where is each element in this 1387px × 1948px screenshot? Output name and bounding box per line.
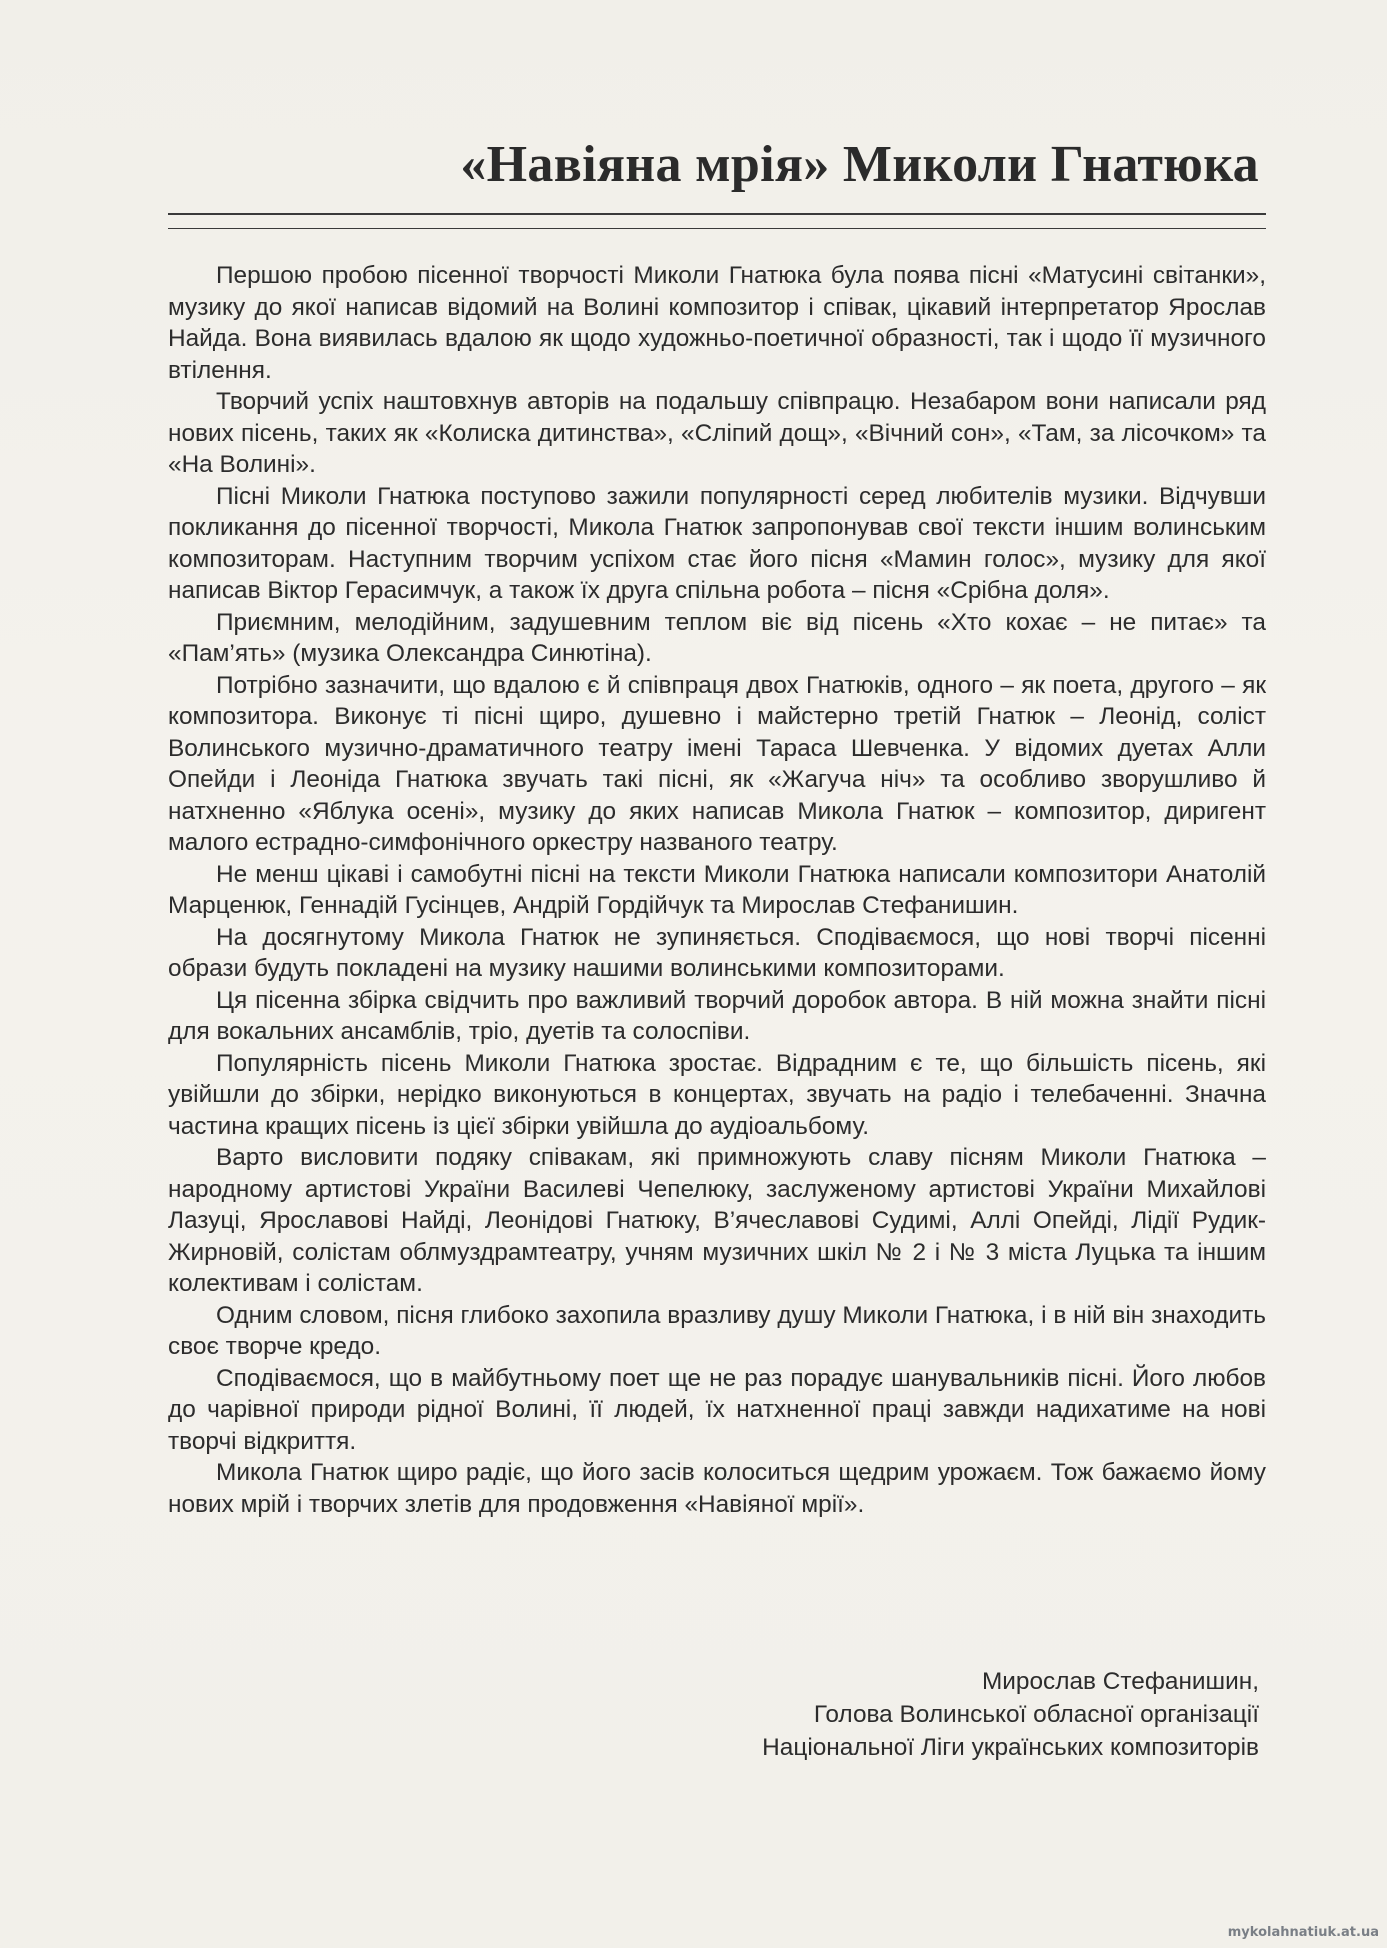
paragraph: Популярність пісень Миколи Гнатюка зростає. Відрадним є те, що більшість пісень, які увійшли до збірки, нерідко виконуються в концертах, звучать на радіо і телебаченні. Значна частина кращих пісень із цієї збірки увійшла до аудіоальбому. <box>168 1049 1266 1140</box>
paragraph: Пісні Миколи Гнатюка поступово зажили популярності серед любителів музики. Відчувши покликання до пісенної творчості, Микола Гнатюк запропонував свої тексти іншим волинським композиторам. Наступним творчим успіхом стає його пісня «Мамин голос», музику для якої написав Віктор Герасимчук, а також їх друга спільна робота – пісня «Срібна доля». <box>168 482 1266 604</box>
paragraph: Ця пісенна збірка свідчить про важливий творчий доробок автора. В ній можна знайти пісні для вокальних ансамблів, тріо, дуетів та солоспіви. <box>168 986 1266 1045</box>
signature-organization: Національної Ліги українських композиторів <box>762 1734 1259 1761</box>
paragraph: Сподіваємося, що в майбутньому поет ще не раз порадує шанувальників пісні. Його любов до чарівної природи рідної Волині, її людей, їх натхненної праці завжди надихатиме на нові творчі відкриття. <box>168 1364 1266 1455</box>
title-rule-thick <box>168 213 1266 215</box>
signature-block <box>762 1665 1259 1764</box>
paragraph: Першою пробою пісенної творчості Миколи Гнатюка була поява пісні «Матусині світанки», музику до якої написав відомий на Волині композитор і співак, цікавий інтерпретатор Ярослав Найда. Вона виявилась вдалою як щодо художньо-поетичної образності, так і щодо її музичного втілення. <box>168 262 1266 384</box>
paragraph: Творчий успіх наштовхнув авторів на подальшу співпрацю. Незабаром вони написали ряд нових пісень, таких як «Колиска дитинства», «Сліпий дощ», «Вічний сон», «Там, за лісочком» та «На Волині». <box>168 388 1266 478</box>
article-body <box>168 260 1266 1520</box>
signature-position: Голова Волинської обласної організації <box>813 1701 1259 1728</box>
paragraph: Приємним, мелодійним, задушевним теплом віє від пісень «Хто кохає – не питає» та «Пам’ять» (музика Олександра Синютіна). <box>168 608 1266 667</box>
site-watermark: mykolahnatiuk.at.ua <box>1227 1925 1379 1940</box>
paragraph: На досягнутому Микола Гнатюк не зупиняється. Сподіваємося, що нові творчі пісенні образи будуть покладені на музику нашими волинськими композиторами. <box>168 923 1266 982</box>
paragraph: Варто висловити подяку співакам, які примножують славу пісням Миколи Гнатюка – народному артистові України Василеві Чепелюку, заслуженому артистові України Михайлові Лазуці, Ярославові Найді, Леонідові Гнатюку, В’ячеславові Судимі, Аллі Опейді, Лідії Рудик-Жирновій, солістам облмуздрамтеатру, учням музичних шкіл № 2 і № 3 міста Луцька та іншим колективам і солістам. <box>168 1144 1266 1297</box>
paragraph: Одним словом, пісня глибоко захопила вразливу душу Миколи Гнатюка, і в ній він знаходить своє творче кредо. <box>168 1301 1266 1360</box>
paragraph: Не менш цікаві і самобутні пісні на тексти Миколи Гнатюка написали композитори Анатолій Марценюк, Геннадій Гусінцев, Андрій Гордійчук та Мирослав Стефанишин. <box>168 860 1266 919</box>
title-rule-thin <box>168 228 1266 229</box>
paragraph: Потрібно зазначити, що вдалою є й співпраця двох Гнатюків, одного – як поета, другого – як композитора. Виконує ті пісні щиро, душевно і майстерно третій Гнатюк – Леонід, соліст Волинського музично-драматичного театру імені Тараса Шевченка. У відомих дуетах Алли Опейди і Леоніда Гнатюка звучать такі пісні, як «Жагуча ніч» та особливо зворушливо й натхненно «Яблука осені», музику до яких написав Микола Гнатюк – композитор, диригент малого естрадно-симфонічного оркестру названого театру. <box>168 671 1266 856</box>
signature-name: Мирослав Стефанишин, <box>981 1668 1259 1695</box>
page-title: «Навіяна мрія» Миколи Гнатюка <box>460 135 1259 193</box>
paragraph: Микола Гнатюк щиро радіє, що його засів колоситься щедрим урожаєм. Тож бажаємо йому нових мрій і творчих злетів для продовження «Навіяної мрії». <box>168 1459 1266 1518</box>
